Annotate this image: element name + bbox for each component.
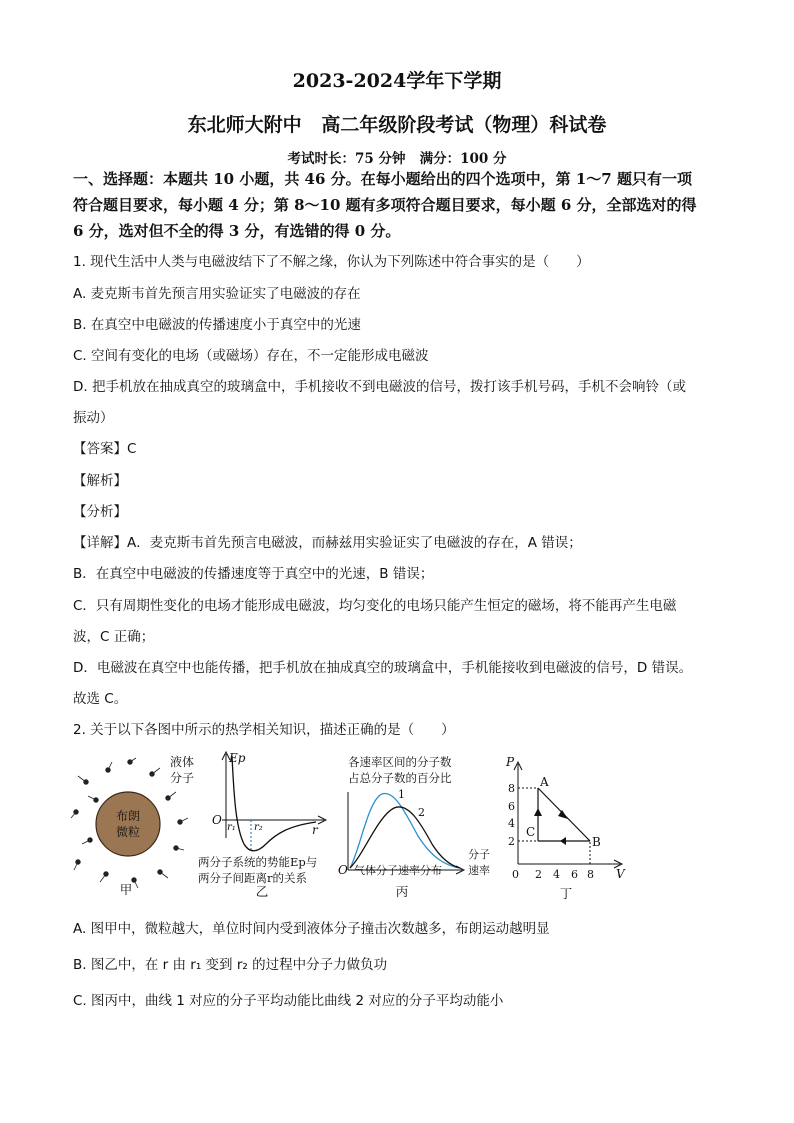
curve-1 bbox=[350, 793, 460, 868]
q1-jiexi: 【解析】 bbox=[73, 473, 127, 489]
curve-2 bbox=[350, 807, 460, 868]
ding-xlabel: V bbox=[616, 867, 625, 881]
liquid-label: 液体 bbox=[170, 755, 195, 769]
curve-1-label: 1 bbox=[398, 788, 405, 801]
particle-label-2: 微粒 bbox=[115, 825, 141, 839]
q2-stem: 2. 关于以下各图中所示的热学相关知识，描述正确的是（ ） bbox=[73, 722, 455, 738]
ding-ytick-2: 2 bbox=[508, 835, 515, 848]
figure-bing bbox=[338, 750, 498, 900]
ding-origin: 0 bbox=[512, 868, 519, 881]
ding-xtick-4: 4 bbox=[553, 868, 560, 881]
exam-meta: 考试时长：75 分钟 满分：100 分 bbox=[287, 151, 507, 167]
curve-2-label: 2 bbox=[418, 806, 425, 819]
point-a-label: A bbox=[540, 775, 549, 789]
bing-origin: O bbox=[338, 863, 348, 877]
bing-xunit-2: 速率 bbox=[468, 864, 490, 877]
section-instructions-line2: 符合题目要求，每小题 4 分；第 8～10 题有多项符合题目要求，每小题 6 分，全部选对的得 bbox=[73, 196, 697, 214]
yi-origin: O bbox=[212, 813, 222, 827]
figure-ding-caption: 丁 bbox=[559, 886, 573, 901]
yi-r1: r₁ bbox=[227, 822, 236, 833]
yi-r2: r₂ bbox=[254, 822, 263, 833]
q1-answer: 【答案】C bbox=[73, 441, 137, 457]
q1-detail-a: 【详解】A．麦克斯韦首先预言电磁波，而赫兹用实验证实了电磁波的存在，A 错误； bbox=[73, 535, 582, 551]
ding-ylabel: P bbox=[506, 755, 515, 769]
section-instructions-line3: 6 分，选对但不全的得 3 分，有选错的得 0 分。 bbox=[73, 222, 401, 240]
bing-xunit-1: 分子 bbox=[468, 848, 490, 861]
ding-ytick-4: 4 bbox=[508, 817, 515, 830]
q1-detail-b: B．在真空中电磁波的传播速度等于真空中的光速，B 错误； bbox=[73, 566, 434, 582]
point-b-label: B bbox=[592, 835, 601, 849]
figure-ding bbox=[500, 752, 630, 902]
exam-title: 东北师大附中 高二年级阶段考试（物理）科试卷 bbox=[187, 114, 607, 136]
q1-option-c: C. 空间有变化的电场（或磁场）存在，不一定能形成电磁波 bbox=[73, 348, 429, 364]
ding-ytick-8: 8 bbox=[508, 782, 515, 795]
figure-bing-caption: 丙 bbox=[395, 884, 409, 899]
figure-yi bbox=[196, 748, 336, 898]
q2-option-a: A. 图甲中，微粒越大，单位时间内受到液体分子撞击次数越多，布朗运动越明显 bbox=[73, 921, 550, 937]
bing-ytitle-2: 占总分子数的百分比 bbox=[348, 771, 452, 785]
particle-label-1: 布朗 bbox=[115, 809, 141, 823]
yi-note-1: 两分子系统的势能Ep与 bbox=[198, 855, 318, 869]
ding-xtick-8: 8 bbox=[587, 868, 594, 881]
arrow-ca bbox=[534, 808, 542, 816]
ding-xtick-2: 2 bbox=[535, 868, 542, 881]
point-c-label: C bbox=[526, 825, 536, 839]
q1-option-b: B. 在真空中电磁波的传播速度小于真空中的光速 bbox=[73, 317, 361, 333]
bing-xlabel: 气体分子速率分布 bbox=[354, 864, 442, 877]
ep-curve bbox=[232, 756, 316, 851]
figure-jia bbox=[68, 752, 198, 902]
q1-conclusion: 故选 C。 bbox=[73, 691, 128, 707]
figure-jia-caption: 甲 bbox=[119, 882, 133, 897]
figure-yi-caption: 乙 bbox=[255, 884, 269, 898]
bing-ytitle-1: 各速率区间的分子数 bbox=[348, 755, 452, 769]
arrow-bc bbox=[560, 837, 566, 845]
ding-xtick-6: 6 bbox=[571, 868, 578, 881]
yi-xlabel: r bbox=[312, 823, 318, 837]
yi-ylabel: Ep bbox=[229, 751, 246, 765]
q1-fenxi: 【分析】 bbox=[73, 504, 127, 520]
q2-option-c: C. 图丙中，曲线 1 对应的分子平均动能比曲线 2 对应的分子平均动能小 bbox=[73, 993, 504, 1009]
q1-option-d-line1: D. 把手机放在抽成真空的玻璃盒中，手机接收不到电磁波的信号，拨打该手机号码，手机不会响铃（或 bbox=[73, 379, 686, 395]
brownian-particle bbox=[96, 792, 160, 856]
q1-stem: 1. 现代生活中人类与电磁波结下了不解之缘，你认为下列陈述中符合事实的是（ ） bbox=[73, 254, 590, 270]
ding-ytick-6: 6 bbox=[508, 800, 515, 813]
q1-option-a: A. 麦克斯韦首先预言用实验证实了电磁波的存在 bbox=[73, 286, 361, 302]
q1-detail-c-line2: 波，C 正确； bbox=[73, 629, 155, 645]
q2-option-b: B. 图乙中，在 r 由 r₁ 变到 r₂ 的过程中分子力做负功 bbox=[73, 957, 388, 973]
yi-note-2: 两分子间距离r的关系 bbox=[198, 871, 307, 885]
section-instructions-line1: 一、选择题：本题共 10 小题，共 46 分。在每小题给出的四个选项中，第 1～7 题只有一项 bbox=[73, 170, 692, 188]
molecule-label: 分子 bbox=[170, 771, 195, 785]
q1-detail-d: D．电磁波在真空中也能传播，把手机放在抽成真空的玻璃盒中，手机能接收到电磁波的信号，D 错误。 bbox=[73, 660, 693, 676]
arrow-ab bbox=[558, 810, 568, 819]
q1-option-d-line2: 振动） bbox=[73, 410, 114, 426]
q1-detail-c-line1: C．只有周期性变化的电场才能形成电磁波，均匀变化的电场只能产生恒定的磁场，将不能再产生电磁 bbox=[73, 598, 677, 614]
exam-year: 2023-2024学年下学期 bbox=[292, 70, 502, 92]
